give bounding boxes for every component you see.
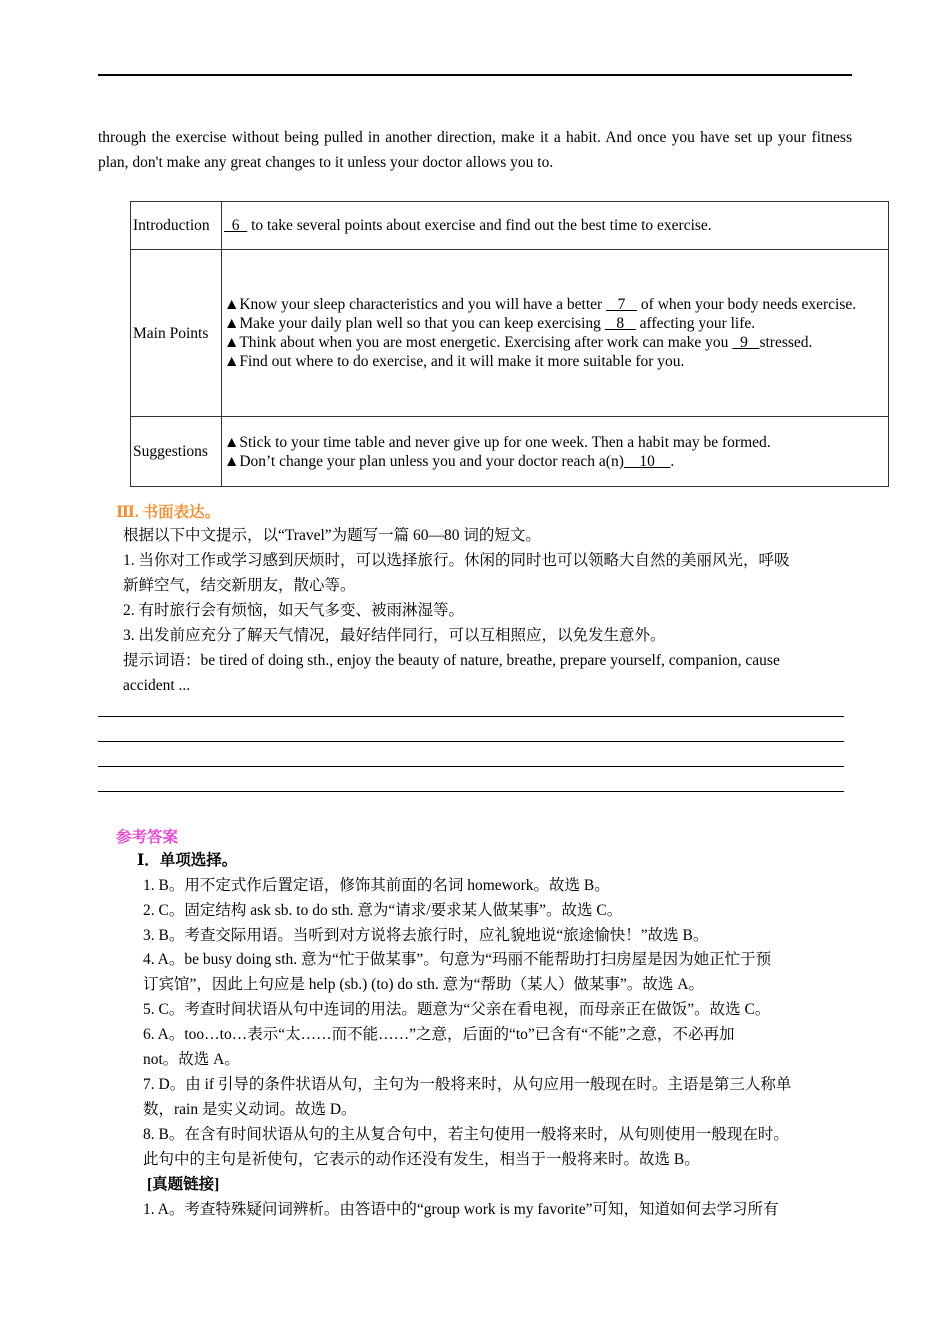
answer-6b: not。故选 A。: [143, 1051, 240, 1068]
answer-3: 3. B。考查交际用语。当听到对方说将去旅行时，应礼貌地说“旅途愉快！”故选 B。: [143, 927, 709, 944]
blank-8: 8: [604, 315, 636, 332]
passage-end: through the exercise without being pulled in another direction, make it a habit. And once you have set up your fitness plan, don't make any great changes to it unless your doctor allows you to.: [98, 129, 852, 171]
answer-line: [98, 716, 844, 717]
answer-8a: 8. B。在含有时间状语从句的主从复合句中，若主句使用一般将来时，从句则使用一般现在时。: [143, 1126, 789, 1143]
sugg-label: Suggestions: [131, 417, 222, 487]
main-point-3: ▲Think about when you are most energetic. Exercising after work can make you 9 stressed.: [224, 334, 813, 351]
answer-7b: 数，rain 是实义动词。故选 D。: [143, 1101, 357, 1118]
link-answer-1: 1. A。考查特殊疑问词辨析。由答语中的“group work is my favorite”可知，知道如何去学习所有: [143, 1201, 779, 1218]
blank-9: 9: [732, 334, 760, 351]
answer-6a: 6. A。too…to…表示“太……而不能……”之意，后面的“to”已含有“不能”之意，不必再加: [143, 1026, 735, 1043]
answer-line: [98, 791, 844, 792]
answer-line: [98, 766, 844, 767]
answer-8b: 此句中的主句是祈使句，它表示的动作还没有发生，相当于一般将来时。故选 B。: [143, 1151, 700, 1168]
blank-10: 10: [623, 452, 671, 470]
table-row: [131, 202, 889, 250]
main-label: Main Points: [131, 250, 222, 417]
table-row: [131, 250, 889, 417]
main-point-2: ▲Make your daily plan well so that you can keep exercising 8 affecting your life.: [224, 315, 756, 332]
header-rule: [98, 74, 852, 76]
answer-7a: 7. D。由 if 引导的条件状语从句，主句为一般将来时，从句应用一般现在时。主语是第三人称单: [143, 1076, 792, 1093]
answer-4a: 4. A。be busy doing sth. 意为“忙于做某事”。句意为“玛丽不能帮助打扫房屋是因为她正忙于预: [143, 951, 772, 968]
writing-point-1b: 新鲜空气，结交新朋友，散心等。: [123, 577, 356, 594]
answers-title: 参考答案: [116, 829, 179, 846]
real-exam-link-title: [真题链接]: [147, 1176, 220, 1193]
writing-hint-a: 提示词语：be tired of doing sth., enjoy the beauty of nature, breathe, prepare yourself, companion, cause: [123, 652, 780, 669]
answer-2: 2. C。固定结构 ask sb. to do sth. 意为“请求/要求某人做某事”。故选 C。: [143, 902, 623, 919]
intro-label: Introduction: [131, 202, 222, 250]
summary-table: [130, 201, 889, 487]
main-point-4: ▲Find out where to do exercise, and it will make it more suitable for you.: [224, 353, 685, 370]
suggestion-1: ▲Stick to your time table and never give up for one week. Then a habit may be formed.: [224, 433, 771, 451]
writing-prompt: 根据以下中文提示，以“Travel”为题写一篇 60—80 词的短文。: [123, 527, 541, 544]
table-row: [131, 417, 889, 487]
blank-6: 6: [224, 217, 248, 234]
writing-point-1a: 1. 当你对工作或学习感到厌烦时，可以选择旅行。休闲的同时也可以领略大自然的美丽风光，呼吸: [123, 552, 790, 569]
answer-5: 5. C。考查时间状语从句中连词的用法。题意为“父亲在看电视，而母亲正在做饭”。故选 C。: [143, 1001, 771, 1018]
suggestion-2: ▲Don’t change your plan unless you and your doctor reach a(n) 10 .: [224, 452, 675, 470]
intro-cell: [222, 202, 889, 250]
answer-1: 1. B。用不定式作后置定语，修饰其前面的名词 homework。故选 B。: [143, 877, 610, 894]
writing-hint-b: accident ...: [123, 677, 191, 694]
sugg-cell: [222, 417, 889, 487]
main-cell: [222, 250, 889, 417]
intro-text: to take several points about exercise and find out the best time to exercise.: [247, 217, 712, 234]
writing-section-title: Ⅲ. 书面表达。: [116, 504, 221, 521]
answers-section-1: Ⅰ．单项选择。: [137, 852, 238, 869]
blank-7: 7: [606, 296, 638, 313]
writing-point-3: 3. 出发前应充分了解天气情况，最好结伴同行，可以互相照应，以免发生意外。: [123, 627, 666, 644]
answer-line: [98, 741, 844, 742]
answer-4b: 订宾馆”，因此上句应是 help (sb.) (to) do sth. 意为“帮助（某人）做某事”。故选 A。: [143, 976, 704, 993]
writing-point-2: 2. 有时旅行会有烦恼，如天气多变、被雨淋湿等。: [123, 602, 465, 619]
main-point-1: ▲Know your sleep characteristics and you will have a better 7 of when your body needs exercise.: [224, 296, 857, 313]
